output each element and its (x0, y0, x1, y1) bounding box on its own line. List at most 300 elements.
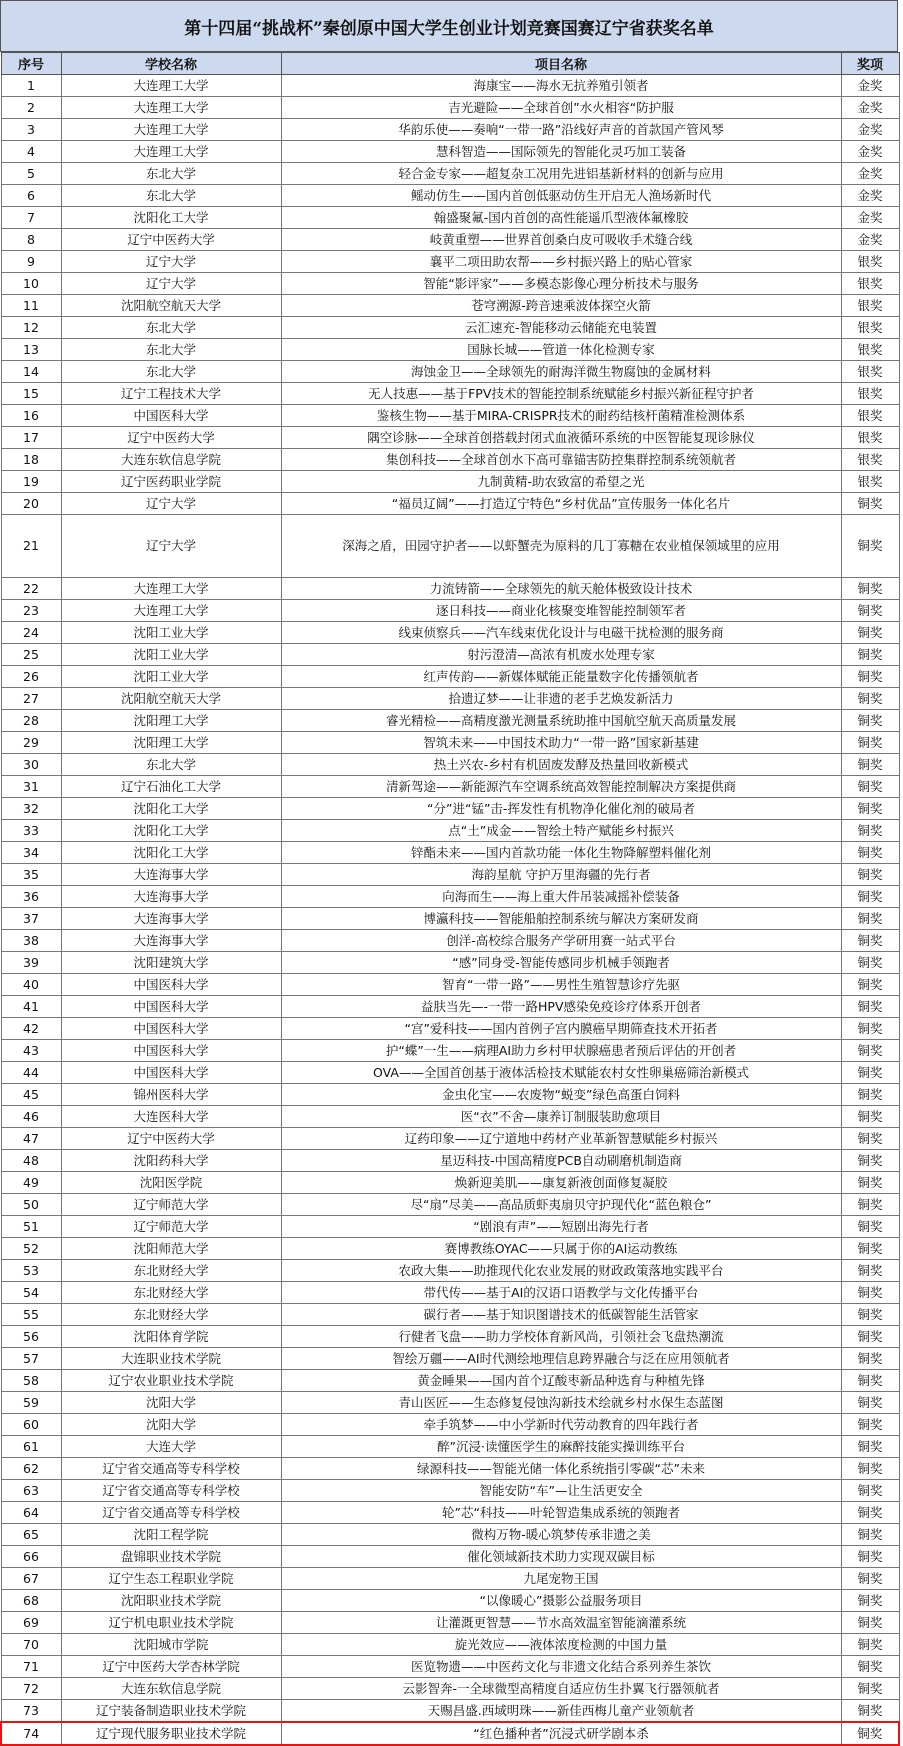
table-body (1, 75, 899, 1746)
cell-no: 23 (1, 600, 61, 622)
cell-school: 沈阳航空航天大学 (61, 295, 281, 317)
cell-no: 58 (1, 1370, 61, 1392)
cell-school: 沈阳工业大学 (61, 644, 281, 666)
cell-award: 铜奖 (841, 1612, 899, 1634)
cell-no: 22 (1, 578, 61, 600)
table-row (1, 1568, 899, 1590)
cell-no: 69 (1, 1612, 61, 1634)
cell-project: 清新驾途——新能源汽车空调系统高效智能控制解决方案提供商 (281, 776, 841, 798)
cell-award: 铜奖 (841, 1194, 899, 1216)
cell-no: 21 (1, 515, 61, 578)
cell-no: 55 (1, 1304, 61, 1326)
cell-award: 铜奖 (841, 1216, 899, 1238)
cell-project: 九制黄精-助农致富的希望之光 (281, 471, 841, 493)
table-row (1, 1370, 899, 1392)
cell-award: 铜奖 (841, 974, 899, 996)
cell-project: 尽“扇”尽美——高品质虾夷扇贝守护现代化“蓝色粮仓” (281, 1194, 841, 1216)
table-row (1, 361, 899, 383)
cell-project: “感”同身受-智能传感同步机械手领跑者 (281, 952, 841, 974)
cell-school: 中国医科大学 (61, 1018, 281, 1040)
cell-school: 东北财经大学 (61, 1282, 281, 1304)
cell-project: 旋光效应——液体浓度检测的中国力量 (281, 1634, 841, 1656)
cell-project: 隅空诊脉——全球首创搭载封闭式血液循环系统的中医智能复现诊脉仪 (281, 427, 841, 449)
cell-project: 海韵星航 守护万里海疆的先行者 (281, 864, 841, 886)
cell-no: 15 (1, 383, 61, 405)
cell-award: 铜奖 (841, 644, 899, 666)
table-row (1, 996, 899, 1018)
cell-project: 轮”芯“科技——叶轮智造集成系统的领跑者 (281, 1502, 841, 1524)
cell-project: 无人技惠——基于FPV技术的智能控制系统赋能乡村振兴新征程守护者 (281, 383, 841, 405)
cell-school: 大连海事大学 (61, 864, 281, 886)
cell-project: 星迈科技-中国高精度PCB自动刷磨机制造商 (281, 1150, 841, 1172)
table-row (1, 754, 899, 776)
cell-school: 沈阳化工大学 (61, 798, 281, 820)
cell-no: 40 (1, 974, 61, 996)
cell-project: “宫”爱科技——国内首例子宫内膜癌早期筛查技术开拓者 (281, 1018, 841, 1040)
cell-no: 19 (1, 471, 61, 493)
cell-school: 沈阳工业大学 (61, 622, 281, 644)
cell-school: 辽宁中医药大学 (61, 229, 281, 251)
cell-school: 锦州医科大学 (61, 1084, 281, 1106)
cell-no: 52 (1, 1238, 61, 1260)
cell-school: 辽宁大学 (61, 515, 281, 578)
cell-no: 5 (1, 163, 61, 185)
cell-award: 铜奖 (841, 1568, 899, 1590)
cell-no: 61 (1, 1436, 61, 1458)
cell-project: 牵手筑梦——中小学新时代劳动教育的四年践行者 (281, 1414, 841, 1436)
cell-project: 岐黄重塑——世界首创桑白皮可吸收手术缝合线 (281, 229, 841, 251)
cell-project: 微构万物-暖心筑梦传承非遗之美 (281, 1524, 841, 1546)
cell-no: 63 (1, 1480, 61, 1502)
cell-award: 金奖 (841, 207, 899, 229)
cell-award: 铜奖 (841, 1238, 899, 1260)
cell-project: 国脉长城——管道一体化检测专家 (281, 339, 841, 361)
table-row (1, 1524, 899, 1546)
table-row (1, 273, 899, 295)
cell-no: 71 (1, 1656, 61, 1678)
cell-no: 42 (1, 1018, 61, 1040)
cell-school: 大连海事大学 (61, 886, 281, 908)
cell-school: 大连理工大学 (61, 119, 281, 141)
cell-no: 8 (1, 229, 61, 251)
cell-school: 沈阳药科大学 (61, 1150, 281, 1172)
cell-school: 大连理工大学 (61, 578, 281, 600)
cell-project: 九尾宠物王国 (281, 1568, 841, 1590)
cell-school: 东北大学 (61, 754, 281, 776)
cell-no: 46 (1, 1106, 61, 1128)
cell-no: 68 (1, 1590, 61, 1612)
cell-award: 铜奖 (841, 864, 899, 886)
cell-school: 大连理工大学 (61, 141, 281, 163)
table-row (1, 908, 899, 930)
cell-no: 12 (1, 317, 61, 339)
table-row (1, 974, 899, 996)
cell-no: 34 (1, 842, 61, 864)
table-row (1, 600, 899, 622)
cell-no: 65 (1, 1524, 61, 1546)
cell-no: 41 (1, 996, 61, 1018)
cell-award: 铜奖 (841, 1590, 899, 1612)
cell-school: 沈阳大学 (61, 1414, 281, 1436)
table-row (1, 97, 899, 119)
cell-award: 铜奖 (841, 908, 899, 930)
cell-school: 辽宁装备制造职业技术学院 (61, 1700, 281, 1723)
cell-project: 逐日科技——商业化核聚变堆智能控制领军者 (281, 600, 841, 622)
cell-school: 沈阳航空航天大学 (61, 688, 281, 710)
cell-no: 73 (1, 1700, 61, 1723)
table-row (1, 1590, 899, 1612)
cell-school: 大连海事大学 (61, 908, 281, 930)
cell-project: 射污澄清—高浓有机废水处理专家 (281, 644, 841, 666)
cell-project: 护“蝶”一生——病理AI助力乡村甲状腺癌患者预后评估的开创者 (281, 1040, 841, 1062)
cell-school: 大连大学 (61, 1436, 281, 1458)
cell-award: 铜奖 (841, 1260, 899, 1282)
cell-project: 线束侦察兵——汽车线束优化设计与电磁干扰检测的服务商 (281, 622, 841, 644)
cell-award: 银奖 (841, 383, 899, 405)
table-row (1, 383, 899, 405)
cell-project: 辽药印象——辽宁道地中药材产业革新智慧赋能乡村振兴 (281, 1128, 841, 1150)
cell-project: 热土兴农-乡村有机固废发酵及热量回收新模式 (281, 754, 841, 776)
cell-no: 60 (1, 1414, 61, 1436)
cell-school: 辽宁中医药大学 (61, 1128, 281, 1150)
table-row (1, 1458, 899, 1480)
cell-project: 智育“一带一路”——男性生殖智慧诊疗先驱 (281, 974, 841, 996)
cell-no: 4 (1, 141, 61, 163)
cell-no: 64 (1, 1502, 61, 1524)
cell-award: 铜奖 (841, 1062, 899, 1084)
cell-award: 银奖 (841, 361, 899, 383)
cell-project: 绿源科技——智能光储一体化系统指引零碳“芯”未来 (281, 1458, 841, 1480)
cell-school: 沈阳化工大学 (61, 207, 281, 229)
cell-award: 铜奖 (841, 1370, 899, 1392)
cell-award: 铜奖 (841, 1304, 899, 1326)
cell-award: 铜奖 (841, 622, 899, 644)
cell-project: OVA——全国首创基于液体活检技术赋能农村女性卵巢癌筛治新模式 (281, 1062, 841, 1084)
cell-project: 云影智奔-一全球微型高精度自适应仿生扑翼飞行器领航者 (281, 1678, 841, 1700)
table-row (1, 1216, 899, 1238)
cell-no: 1 (1, 75, 61, 97)
cell-no: 20 (1, 493, 61, 515)
cell-project: 智绘万疆——AI时代测绘地理信息跨界融合与泛在应用领航者 (281, 1348, 841, 1370)
cell-project: 创洋-高校综合服务产学研用赛一站式平台 (281, 930, 841, 952)
cell-award: 铜奖 (841, 493, 899, 515)
cell-school: 辽宁农业职业技术学院 (61, 1370, 281, 1392)
cell-award: 铜奖 (841, 1172, 899, 1194)
table-row (1, 449, 899, 471)
cell-school: 沈阳工业大学 (61, 666, 281, 688)
cell-no: 25 (1, 644, 61, 666)
cell-no: 17 (1, 427, 61, 449)
table-row (1, 1172, 899, 1194)
table-row (1, 864, 899, 886)
cell-award: 铜奖 (841, 754, 899, 776)
cell-project: 苍穹溯源-跨音速乘波体探空火箭 (281, 295, 841, 317)
cell-award: 铜奖 (841, 710, 899, 732)
cell-project: 拾遗辽梦——让非遗的老手艺焕发新活力 (281, 688, 841, 710)
table-row (1, 1546, 899, 1568)
cell-no: 13 (1, 339, 61, 361)
cell-project: 慧科智造——国际领先的智能化灵巧加工装备 (281, 141, 841, 163)
table-row (1, 163, 899, 185)
table-row (1, 842, 899, 864)
table-row (1, 952, 899, 974)
cell-project: 华韵乐使——奏响“一带一路”沿线好声音的首款国产管风琴 (281, 119, 841, 141)
cell-award: 铜奖 (841, 1326, 899, 1348)
cell-school: 盘锦职业技术学院 (61, 1546, 281, 1568)
cell-no: 43 (1, 1040, 61, 1062)
cell-project: “福员辽阔”——打造辽宁特色“乡村优品”宣传服务一体化名片 (281, 493, 841, 515)
table-row (1, 688, 899, 710)
cell-no: 72 (1, 1678, 61, 1700)
cell-no: 44 (1, 1062, 61, 1084)
cell-school: 辽宁大学 (61, 251, 281, 273)
cell-no: 10 (1, 273, 61, 295)
cell-award: 铜奖 (841, 1502, 899, 1524)
cell-school: 东北大学 (61, 163, 281, 185)
table-row (1, 1656, 899, 1678)
cell-project: 赛博教练OYAC——只属于你的AI运动教练 (281, 1238, 841, 1260)
cell-award: 铜奖 (841, 886, 899, 908)
cell-no: 7 (1, 207, 61, 229)
cell-project: 金虫化宝——农废物“蜕变”绿色高蛋白饲料 (281, 1084, 841, 1106)
cell-school: 辽宁生态工程职业学院 (61, 1568, 281, 1590)
cell-award: 铜奖 (841, 798, 899, 820)
table-row (1, 578, 899, 600)
cell-project: 翰盛聚氟-国内首创的高性能遥爪型液体氟橡胶 (281, 207, 841, 229)
cell-no: 11 (1, 295, 61, 317)
cell-project: 让灌溉更智慧——节水高效温室智能滴灌系统 (281, 1612, 841, 1634)
cell-no: 66 (1, 1546, 61, 1568)
cell-award: 铜奖 (841, 666, 899, 688)
table-row (1, 427, 899, 449)
cell-award: 铜奖 (841, 1084, 899, 1106)
cell-award: 铜奖 (841, 1546, 899, 1568)
cell-project: 碳行者——基于知识图谱技术的低碳智能生活管家 (281, 1304, 841, 1326)
table-row (1, 1282, 899, 1304)
table-row (1, 1326, 899, 1348)
cell-award: 铜奖 (841, 578, 899, 600)
cell-award: 铜奖 (841, 1348, 899, 1370)
cell-school: 辽宁中医药大学杏林学院 (61, 1656, 281, 1678)
cell-award: 金奖 (841, 75, 899, 97)
table-row (1, 317, 899, 339)
table-row (1, 515, 899, 578)
table-row (1, 141, 899, 163)
table-row (1, 1480, 899, 1502)
cell-school: 沈阳城市学院 (61, 1634, 281, 1656)
table-row (1, 493, 899, 515)
table-row (1, 1678, 899, 1700)
table-row (1, 1392, 899, 1414)
cell-award: 金奖 (841, 97, 899, 119)
cell-award: 银奖 (841, 273, 899, 295)
cell-no: 27 (1, 688, 61, 710)
cell-no: 48 (1, 1150, 61, 1172)
cell-project: 黄金睡果——国内首个辽酸枣新品种选育与种植先锋 (281, 1370, 841, 1392)
cell-project: 带代传——基于AI的汉语口语教学与文化传播平台 (281, 1282, 841, 1304)
cell-project: 催化领域新技术助力实现双碳目标 (281, 1546, 841, 1568)
cell-school: 东北大学 (61, 185, 281, 207)
cell-school: 东北大学 (61, 361, 281, 383)
cell-school: 大连理工大学 (61, 75, 281, 97)
cell-award: 铜奖 (841, 996, 899, 1018)
cell-award: 金奖 (841, 229, 899, 251)
cell-award: 铜奖 (841, 1634, 899, 1656)
cell-award: 铜奖 (841, 1018, 899, 1040)
cell-school: 沈阳医学院 (61, 1172, 281, 1194)
cell-project: 鳐动仿生——国内首创低驱动仿生开启无人渔场新时代 (281, 185, 841, 207)
cell-no: 47 (1, 1128, 61, 1150)
cell-no: 28 (1, 710, 61, 732)
cell-award: 银奖 (841, 339, 899, 361)
table-row (1, 776, 899, 798)
table-row (1, 798, 899, 820)
table-row (1, 622, 899, 644)
cell-project: 智能“影评家”——多模态影像心理分析技术与服务 (281, 273, 841, 295)
cell-award: 铜奖 (841, 820, 899, 842)
cell-no: 51 (1, 1216, 61, 1238)
cell-no: 18 (1, 449, 61, 471)
cell-school: 大连东软信息学院 (61, 449, 281, 471)
cell-award: 铜奖 (841, 1700, 899, 1723)
cell-no: 32 (1, 798, 61, 820)
table-row (1, 75, 899, 97)
cell-award: 铜奖 (841, 600, 899, 622)
table-row (1, 1348, 899, 1370)
cell-school: 辽宁工程技术大学 (61, 383, 281, 405)
table-row (1, 405, 899, 427)
cell-award: 铜奖 (841, 688, 899, 710)
cell-no: 35 (1, 864, 61, 886)
table-row (1, 666, 899, 688)
cell-project: 集创科技——全球首创水下高可靠锚害防控集群控制系统领航者 (281, 449, 841, 471)
cell-school: 沈阳化工大学 (61, 820, 281, 842)
cell-school: 大连海事大学 (61, 930, 281, 952)
cell-award: 金奖 (841, 119, 899, 141)
cell-award: 铜奖 (841, 1722, 899, 1745)
table-row (1, 185, 899, 207)
cell-award: 银奖 (841, 449, 899, 471)
cell-school: 东北财经大学 (61, 1260, 281, 1282)
table-row (1, 732, 899, 754)
cell-school: 辽宁省交通高等专科学校 (61, 1502, 281, 1524)
cell-award: 铜奖 (841, 1678, 899, 1700)
cell-award: 银奖 (841, 405, 899, 427)
table-row (1, 1722, 899, 1745)
cell-project: 鉴核生物——基于MIRA-CRISPR技术的耐药结核杆菌精准检测体系 (281, 405, 841, 427)
cell-no: 6 (1, 185, 61, 207)
table-row (1, 1062, 899, 1084)
cell-award: 铜奖 (841, 952, 899, 974)
cell-project: 医“衣”不舍—康养订制服装助愈项目 (281, 1106, 841, 1128)
cell-project: 海蚀金卫——全球领先的耐海洋微生物腐蚀的金属材料 (281, 361, 841, 383)
cell-no: 30 (1, 754, 61, 776)
header-project: 项目名称 (281, 53, 841, 75)
cell-no: 31 (1, 776, 61, 798)
cell-project: 智筑未来——中国技术助力“一带一路”国家新基建 (281, 732, 841, 754)
cell-no: 2 (1, 97, 61, 119)
cell-award: 铜奖 (841, 842, 899, 864)
cell-project: 天赐昌盛.西域明珠——新佳西梅儿童产业领航者 (281, 1700, 841, 1723)
cell-school: 沈阳理工大学 (61, 710, 281, 732)
table-row (1, 1414, 899, 1436)
table-row (1, 295, 899, 317)
cell-project: 吉光避险——全球首创”水火相容“防护服 (281, 97, 841, 119)
cell-project: 向海而生——海上重大件吊装减摇补偿装备 (281, 886, 841, 908)
cell-project: “剧浪有声”——短剧出海先行者 (281, 1216, 841, 1238)
cell-school: 大连东软信息学院 (61, 1678, 281, 1700)
cell-no: 70 (1, 1634, 61, 1656)
table-row (1, 1106, 899, 1128)
cell-school: 辽宁大学 (61, 273, 281, 295)
table-row (1, 1150, 899, 1172)
award-table (0, 52, 900, 1746)
table-row (1, 1612, 899, 1634)
cell-award: 银奖 (841, 471, 899, 493)
cell-award: 铜奖 (841, 1458, 899, 1480)
cell-no: 49 (1, 1172, 61, 1194)
cell-no: 67 (1, 1568, 61, 1590)
table-row (1, 229, 899, 251)
cell-no: 38 (1, 930, 61, 952)
table-row (1, 1436, 899, 1458)
cell-award: 铜奖 (841, 930, 899, 952)
cell-school: 沈阳职业技术学院 (61, 1590, 281, 1612)
cell-no: 53 (1, 1260, 61, 1282)
cell-award: 金奖 (841, 163, 899, 185)
cell-school: 辽宁师范大学 (61, 1194, 281, 1216)
table-row (1, 1084, 899, 1106)
cell-school: 中国医科大学 (61, 1062, 281, 1084)
cell-project: 锌酯未来——国内首款功能一体化生物降解塑料催化剂 (281, 842, 841, 864)
cell-award: 铜奖 (841, 1656, 899, 1678)
table-row (1, 1040, 899, 1062)
cell-award: 金奖 (841, 185, 899, 207)
cell-school: 东北大学 (61, 339, 281, 361)
cell-school: 大连理工大学 (61, 600, 281, 622)
cell-school: 辽宁师范大学 (61, 1216, 281, 1238)
table-row (1, 1238, 899, 1260)
cell-school: 辽宁大学 (61, 493, 281, 515)
cell-project: 深海之盾，田园守护者——以虾蟹壳为原料的几丁寡糖在农业植保领域里的应用 (281, 515, 841, 578)
cell-award: 银奖 (841, 295, 899, 317)
cell-award: 铜奖 (841, 1480, 899, 1502)
header-award: 奖项 (841, 53, 899, 75)
cell-project: “红色播种者”沉浸式研学剧本杀 (281, 1722, 841, 1745)
cell-school: 辽宁省交通高等专科学校 (61, 1458, 281, 1480)
cell-school: 辽宁现代服务职业技术学院 (61, 1722, 281, 1745)
table-row (1, 119, 899, 141)
cell-school: 中国医科大学 (61, 405, 281, 427)
document-title: 第十四届“挑战杯”秦创原中国大学生创业计划竞赛国赛辽宁省获奖名单 (0, 0, 898, 52)
cell-school: 辽宁机电职业技术学院 (61, 1612, 281, 1634)
cell-project: 医览物遗——中医药文化与非遗文化结合系列养生茶饮 (281, 1656, 841, 1678)
cell-award: 铜奖 (841, 1282, 899, 1304)
cell-school: 沈阳工程学院 (61, 1524, 281, 1546)
cell-project: 青山医匠——生态修复侵蚀沟新技术绘就乡村水保生态蓝图 (281, 1392, 841, 1414)
cell-school: 东北财经大学 (61, 1304, 281, 1326)
table-row (1, 1502, 899, 1524)
cell-award: 铜奖 (841, 1128, 899, 1150)
cell-school: 辽宁中医药大学 (61, 427, 281, 449)
cell-school: 沈阳化工大学 (61, 842, 281, 864)
cell-project: 海康宝——海水无抗养殖引领者 (281, 75, 841, 97)
table-row (1, 471, 899, 493)
cell-award: 铜奖 (841, 776, 899, 798)
table-row (1, 1128, 899, 1150)
cell-no: 29 (1, 732, 61, 754)
table-row (1, 710, 899, 732)
